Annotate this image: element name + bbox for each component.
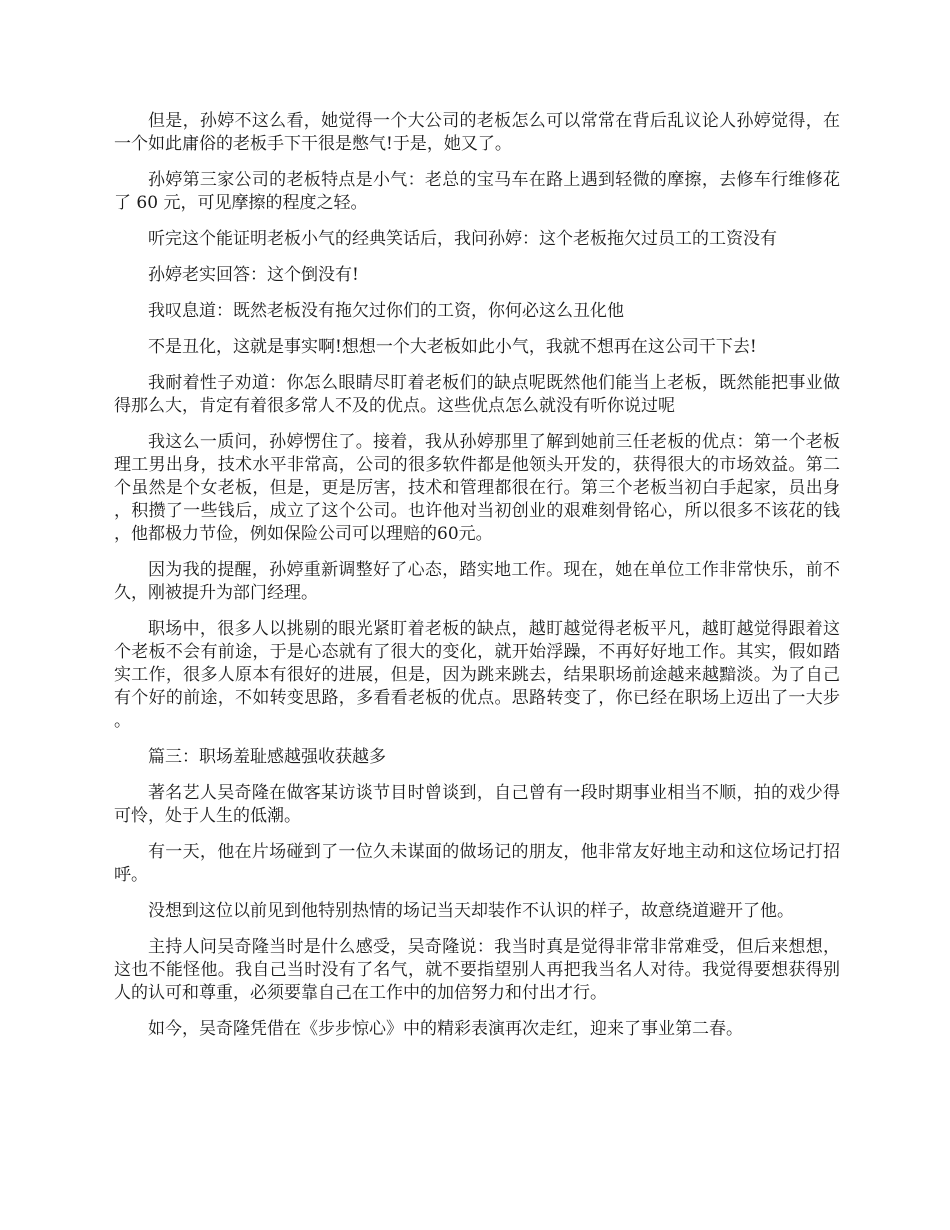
paragraph: 著名艺人吴奇隆在做客某访谈节目时曾谈到，自己曾有一段时期事业相当不顺，拍的戏少得可怜，处于人生的低潮。 bbox=[114, 783, 840, 826]
paragraph: 我这么一质问，孙婷愣住了。接着，我从孙婷那里了解到她前三任老板的优点：第一个老板理工男出身，技术水平非常高，公司的很多软件都是他领头开发的，获得很大的市场效益。第二个虽然是个女老板，但是，更是厉害，技术和管理都很在行。第三个老板当初白手起家，员出身，积攒了一些钱后，成立了这个公司。也许他对当初创业的艰难刻骨铭心，所以很多不该花的钱，他都极力节俭，例如保险公司可以理赔的60元。 bbox=[114, 432, 840, 544]
paragraph: 主持人问吴奇隆当时是什么感受，吴奇隆说：我当时真是觉得非常非常难受，但后来想想，这也不能怪他。我自己当时没有了名气，就不要指望别人再把我当名人对待。我觉得要想获得别人的认可和尊重，必须要靠自己在工作中的加倍努力和付出才行。 bbox=[114, 937, 840, 1003]
paragraph: 因为我的提醒，孙婷重新调整好了心态，踏实地工作。现在，她在单位工作非常快乐，前不久，刚被提升为部门经理。 bbox=[114, 560, 840, 603]
paragraph: 没想到这位以前见到他特别热情的场记当天却装作不认识的样子，故意绕道避开了他。 bbox=[148, 901, 794, 921]
paragraph: 有一天，他在片场碰到了一位久未谋面的做场记的朋友，他非常友好地主动和这位场记打招呼。 bbox=[114, 842, 840, 885]
paragraph: 我耐着性子劝道：你怎么眼睛尽盯着老板们的缺点呢既然他们能当上老板，既然能把事业做得那么大，肯定有着很多常人不及的优点。这些优点怎么就没有听你说过呢 bbox=[114, 373, 840, 416]
paragraph: 但是，孙婷不这么看，她觉得一个大公司的老板怎么可以常常在背后乱议论人孙婷觉得，在一个如此庸俗的老板手下干很是憋气!于是，她又了。 bbox=[114, 111, 840, 154]
paragraph: 职场中，很多人以挑剔的眼光紧盯着老板的缺点，越盯越觉得老板平凡，越盯越觉得跟着这个老板不会有前途，于是心态就有了很大的变化，就开始浮躁，不再好好地工作。其实，假如踏实工作，很多人原本有很好的进展，但是，因为跳来跳去，结果职场前途越来越黯淡。为了自己有个好的前途，不如转变思路，多看看老板的优点。思路转变了，你已经在职场上迈出了一大步。 bbox=[114, 619, 840, 731]
paragraph: 我叹息道：既然老板没有拖欠过你们的工资，你何必这么丑化他 bbox=[148, 301, 624, 321]
paragraph: 孙婷第三家公司的老板特点是小气：老总的宝马车在路上遇到轻微的摩擦，去修车行维修花了 60 元，可见摩擦的程度之轻。 bbox=[114, 170, 840, 213]
section-heading: 篇三：职场羞耻感越强收获越多 bbox=[148, 747, 386, 767]
document-body bbox=[114, 110, 840, 1054]
paragraph: 听完这个能证明老板小气的经典笑话后，我问孙婷：这个老板拖欠过员工的工资没有 bbox=[148, 229, 777, 249]
paragraph: 如今，吴奇隆凭借在《步步惊心》中的精彩表演再次走红，迎来了事业第二春。 bbox=[148, 1019, 743, 1039]
paragraph: 不是丑化，这就是事实啊!想想一个大老板如此小气，我就不想再在这公司干下去! bbox=[148, 337, 757, 357]
paragraph: 孙婷老实回答：这个倒没有! bbox=[148, 265, 359, 285]
